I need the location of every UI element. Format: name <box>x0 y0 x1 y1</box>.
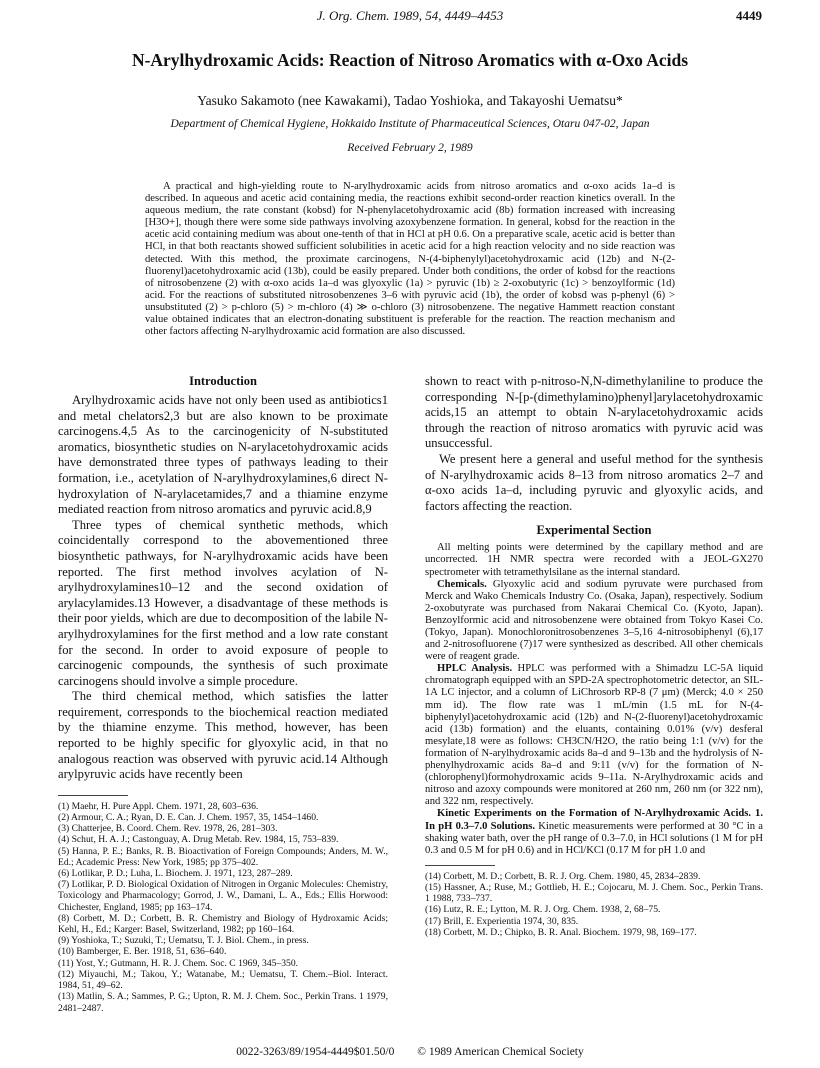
footnote: (6) Lotlikar, P. D.; Luha, L. Biochem. J. 1971, 123, 287–289. <box>58 868 293 880</box>
kinetic-runin: Kinetic Experiments on the Formation of N-Arylhydroxamic Acids. 1. In pH 0.3–7.0 Solutions. <box>425 808 763 832</box>
copyright-notice: © 1989 American Chemical Society <box>417 1046 584 1058</box>
footnote: (12) Miyauchi, M.; Takou, Y.; Watanabe, M.; Uematsu, T. Chem.–Biol. Interact. 1984, 51, 49–62. <box>58 968 388 992</box>
article-title: N-Arylhydroxamic Acids: Reaction of Nitroso Aromatics with α-Oxo Acids <box>131 50 689 70</box>
experimental-paragraph: All melting points were determined by the capillary method and are uncorrected. 1H NMR spectra were recorded with a JEOL-GX270 spectrometer with tetramethylsilane as the internal standard. <box>425 542 763 578</box>
experimental-heading: Experimental Section <box>536 523 652 538</box>
abstract: A practical and high-yielding route to N-arylhydroxamic acids from nitroso aromatics and α-oxo acids 1a–d is described. In aqueous and acetic acid containing media, the reactions exhibit second-order reaction kinetics overall. In the aqueous medium, the rate constant (kobsd) for N-phenylacetohydroxamic acid (8b) formation increased with increasing [H3O+], though there were some side pathways involving azoxybenzene formation. In general, kobsd for the reaction in the acetic acid containing medium was about one-tenth of that in HCl at pH 0.6. On a preparative scale, acetic acid is better than HCl, in that both reactants showed sufficient solubilities in acetic acid for a high reaction velocity and no side reaction was detected. With this method, the proximate carcinogens, N-(4-biphenylyl)acetohydroxamic acid (12b) and N-(2-fluorenyl)acetohydroxamic acid (13b), could be easily prepared. Under both conditions, the order of kobsd for the reactions of nitrosobenzene (2) with α-oxo acids 1a–d was glyoxylic (1a) > pyruvic (1b) ≥ 2-oxobutyric (1c) > benzoylformic (1d) acid. For the reactions of substituted nitrosobenzenes 3–6 with pyruvic acid (1b), the order of kobsd was p-phenyl (6) > unsubstituted (2) > p-chloro (5) > m-chloro (4) ≫ o-chloro (3) nitrosobenzene. The negative Hammett reaction constant value obtained indicates that an electron-donating substituent is preferable for the reaction. The reaction mechanism and other factors affecting N-arylhydroxamic acid formation are also discussed. <box>145 181 675 338</box>
footnote-rule <box>425 865 495 866</box>
chemicals-text: Glyoxylic acid and sodium pyruvate were purchased from Merck and Wako Chemicals Industry Co. (Osaka, Japan), respectively. Sodium 2-oxobutyrate was purchased from Nakarai Chemical Co. (Kyoto, Japan). Benzoylformic acid and nitrosobenzene were obtained from Tokyo Kasei Co. (Tokyo, Japan). Monochloronitrosobenzenes 3–5,16 4-nitrosobiphenyl (6),17 and 2-nitrosofluorene (7)17 were synthesized as described. All other chemicals were of reagent grade. <box>425 578 763 663</box>
footnote: (10) Bamberger, E. Ber. 1918, 51, 636–640. <box>58 946 227 958</box>
intro-paragraph: Three types of chemical synthetic methods, which coincidentally correspond to the abovementioned three biosynthetic pathways, for N-arylhydroxamic acids have been reported. The first method involves acylation of N-arylhydroxylamines10–12 and the second oxidation of arylacylamides.13 However, a disadvantage of these methods is their poor yields, which are due to decomposition of the labile N-arylhydroxylamines for the first method and a low rate constant for the second. In order to avoid exposure of people to carcinogenic compounds, the synthesis of such proximate carcinogens should involve a simple procedure. <box>58 517 388 688</box>
kinetic-text: Kinetic measurements were performed at 30 °C in a shaking water bath, over the pH range of 0.3–7.0, in HCl solutions (1 M for pH 0.3 and 0.5 M for pH 0.6) and in HCl/KCl (0.17 M for pH 1.0 and <box>425 820 764 856</box>
page-number: 4449 <box>736 8 762 23</box>
footnote: (8) Corbett, M. D.; Corbett, B. R. Chemistry and Biology of Hydroxamic Acids; Kehl, H., Ed.; Karger: Basel, Switzerland, 1982; pp 160–164. <box>58 912 388 936</box>
footnote: (17) Brill, E. Experientia 1974, 30, 835. <box>425 915 579 927</box>
hplc-text: HPLC was performed with a Shimadzu LC-5A liquid chromatograph equipped with an SPD-2A spectrophotometric detector, an SIL-1A LC injector, and a column of LiChrosorb RP-8 (7 μm) (Merck; 4.0 × 250 mm id). The flow rate was 1 mL/min (1.5 mL for N-(4-biphenylyl)acetohydroxamic acid (12b) and N-(2-fluorenyl)acetohydroxamic acid (13b) formation) and the eluants, containing 0.01% (v/v) desferal mesylate,18 were as follows: CH3CN/H2O, the ratio being 1:1 (v/v) for the formation of N-arylhydroxamic acids 8a–d and 9–13b and the hydrolysis of N-phenylhydroxamic acids 8a–d and 9:11 (v/v) for the formation of N-(chlorophenyl)formohydroxamic acids 9–11a. N-Arylhydroxamic acids and nitroso and azoxy compounds were monitored at 260 nm, 260 nm (or 322 nm), and 322 nm, respectively. <box>425 663 763 808</box>
intro-final-paragraph: We present here a general and useful method for the synthesis of N-arylhydroxamic acids 8–13 from nitroso aromatics 2–7 and α-oxo acids 1a–d, including pyruvic and glyoxylic acids, and factors affecting the reaction. <box>425 451 763 513</box>
journal-citation: J. Org. Chem. 1989, 54, 4449–4453 <box>316 8 504 23</box>
introduction-heading: Introduction <box>189 374 257 388</box>
received-date: Received February 2, 1989 <box>347 142 473 154</box>
running-header <box>0 8 820 26</box>
footnote: (18) Corbett, M. D.; Chipko, B. R. Anal. Biochem. 1979, 98, 169–177. <box>425 926 697 938</box>
hplc-runin: HPLC Analysis. <box>437 663 513 675</box>
affiliation: Department of Chemical Hygiene, Hokkaido Institute of Pharmaceutical Sciences, Otaru 047-02, Japan <box>170 118 650 130</box>
right-column <box>425 374 763 938</box>
intro-continued: shown to react with p-nitroso-N,N-dimethylaniline to produce the corresponding N-[p-(dimethylamino)phenyl]arylacetohydroxamic acids,15 an attempt to obtain N-arylacetohydroxamic acids through the reaction of nitroso aromatics with pyruvic acid was unsuccessful. <box>425 374 763 451</box>
hplc-paragraph <box>425 663 763 808</box>
article-code: 0022-3263/89/1954-4449$01.50/0 <box>236 1046 395 1058</box>
footnote: (16) Lutz, R. E.; Lytton, M. R. J. Org. Chem. 1938, 2, 68–75. <box>425 904 661 916</box>
chemicals-paragraph <box>425 579 763 664</box>
footnote: (1) Maehr, H. Pure Appl. Chem. 1971, 28, 603–636. <box>58 800 259 812</box>
intro-paragraph: The third chemical method, which satisfies the latter requirement, corresponds to the biochemical reaction mediated by the thiamine enzyme. This method, however, has been reported to be highly specific for glyoxylic acid, in that no analogous reaction was observed with pyruvic acid.14 Although arylpyruvic acids have recently been <box>58 689 388 782</box>
footnote: (7) Lotlikar, P. D. Biological Oxidation of Nitrogen in Organic Molecules: Chemistry, Toxicology and Pharmacology; Gorrod, J. W., Damani, L. A., Eds.; Ellis Horwood: Chichester, England, 1985; pp 163–174. <box>58 879 388 913</box>
footnote: (3) Chatterjee, B. Coord. Chem. Rev. 1978, 26, 281–303. <box>58 823 278 835</box>
footnote: (13) Matlin, S. A.; Sammes, P. G.; Upton, R. M. J. Chem. Soc., Perkin Trans. 1 1979, 2481–2487. <box>58 991 388 1014</box>
kinetic-paragraph <box>425 808 763 856</box>
footnote: (4) Schut, H. A. J.; Castonguay, A. Drug Metab. Rev. 1984, 15, 753–839. <box>58 834 339 846</box>
footnote: (15) Hassner, A.; Ruse, M.; Gottlieb, H. E.; Cojocaru, M. J. Chem. Soc., Perkin Trans. 1 1988, 733–737. <box>425 881 763 905</box>
footnote: (9) Yoshioka, T.; Suzuki, T.; Uematsu, T. J. Biol. Chem., in press. <box>58 935 309 947</box>
left-column <box>58 374 388 1014</box>
page-footer <box>0 1046 820 1058</box>
footnote: (11) Yost, Y.; Gutmann, H. R. J. Chem. Soc. C 1969, 345–350. <box>58 957 299 969</box>
intro-paragraph: Arylhydroxamic acids have not only been used as antibiotics1 and metal chelators2,3 but are also known to be proximate carcinogens.4,5 As to the carcinogenicity of N-substituted aromatics, biosynthetic studies on N-arylacetohydroxamic acids have demonstrated three types of pathways leading to their formation, i.e., acetylation of N-arylhydroxylamines,6 direct N-hydroxylation of N-arylacetamides,7 and a thiamine enzyme mediated reaction from nitroso aromatics and pyruvic acid.8,9 <box>58 393 388 517</box>
footnote: (5) Hanna, P. E.; Banks, R. B. Bioactivation of Foreign Compounds; Anders, M. W., Ed.; Academic Press: New York, 1985; pp 375–402. <box>58 845 388 868</box>
footnote-rule <box>58 795 128 796</box>
footnote: (14) Corbett, M. D.; Corbett, B. R. J. Org. Chem. 1980, 45, 2834–2839. <box>425 870 701 882</box>
chemicals-runin: Chemicals. <box>437 578 487 590</box>
footnote: (2) Armour, C. A.; Ryan, D. E. Can. J. Chem. 1957, 35, 1454–1460. <box>58 812 319 824</box>
author-list: Yasuko Sakamoto (nee Kawakami), Tadao Yoshioka, and Takayoshi Uematsu* <box>197 93 623 108</box>
